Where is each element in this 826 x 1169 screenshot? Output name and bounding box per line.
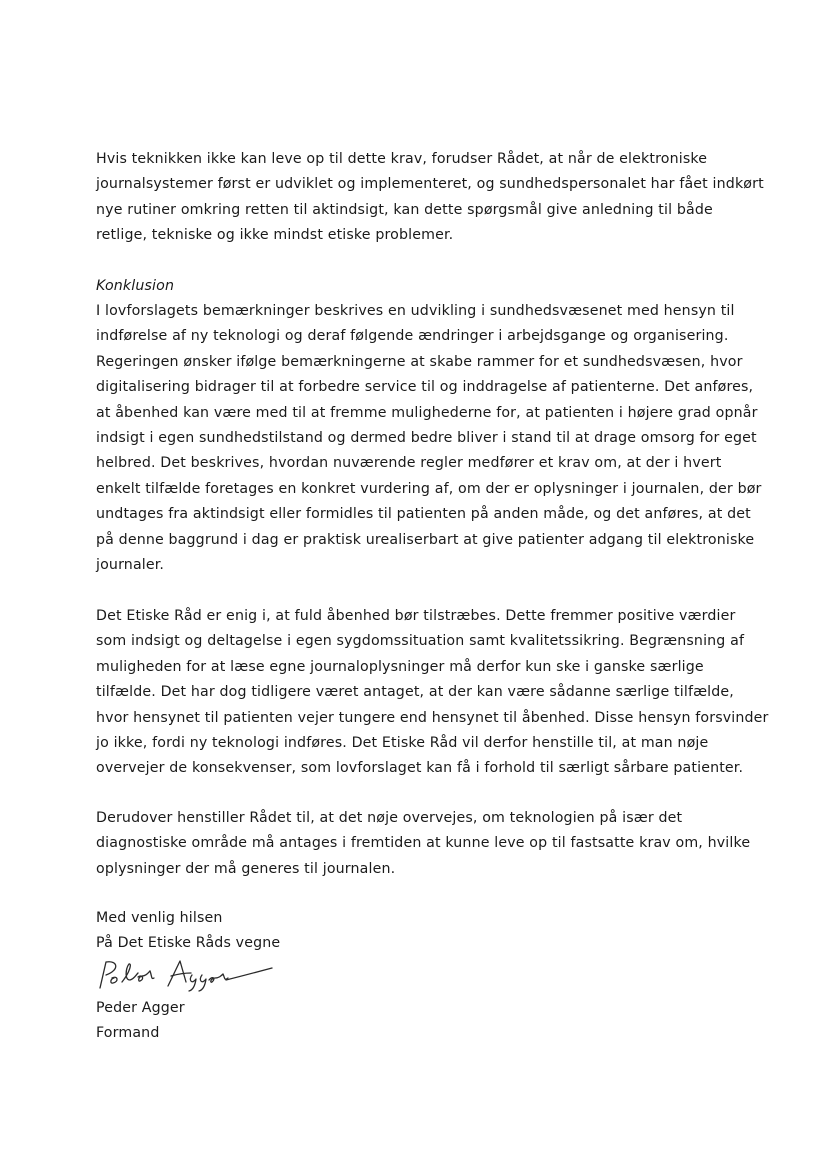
signer-name: Peder Agger (96, 1000, 185, 1016)
text-line: jo ikke, fordi ny teknologi indføres. Det Etiske Råd vil derfor henstille til, at man nøje (96, 734, 709, 751)
text-line: Hvis teknikken ikke kan leve op til dette krav, forudser Rådet, at når de elektroniske (96, 151, 708, 167)
paragraph-technology-concern (96, 147, 764, 249)
text-line: I lovforslagets bemærkninger beskrives en udvikling i sundhedsvæsenet med hensyn til (96, 303, 735, 319)
heading-text: Konklusion (96, 278, 175, 294)
text-line: enkelt tilfælde foretages en konkret vurdering af, om der er oplysninger i journalen, der bør (96, 480, 762, 497)
text-line: nye rutiner omkring retten til aktindsigt, kan dette spørgsmål give anledning til både (96, 201, 713, 218)
text-line: tilfælde. Det har dog tidligere været antaget, at der kan være sådanne særlige tilfælde, (96, 684, 734, 701)
text-line: diagnostiske område må antages i fremtiden at kunne leve op til fastsatte krav om, hvilke (96, 835, 751, 852)
text-line: digitalisering bidrager til at forbedre service til og inddragelse af patienterne. Det anføres, (96, 379, 754, 396)
text-line: indførelse af ny teknologi og deraf følgende ændringer i arbejdsgange og organisering. (96, 328, 729, 345)
text-line: at åbenhed kan være med til at fremme mulighederne for, at patienten i højere grad opnår (96, 404, 758, 421)
text-line: overvejer de konsekvenser, som lovforslaget kan få i forhold til særligt sårbare patienter. (96, 760, 744, 777)
text-line: indsigt i egen sundhedstilstand og dermed bedre bliver i stand til at drage omsorg for eget (96, 429, 757, 446)
paragraph-council-position (96, 604, 769, 782)
text-line: muligheden for at læse egne journaloplysninger må derfor kun ske i ganske særlige (96, 658, 704, 675)
closing-line: På Det Etiske Råds vegne (96, 935, 281, 952)
signer-block (96, 996, 756, 1047)
text-line: retlige, tekniske og ikke mindst etiske problemer. (96, 227, 454, 244)
closing-salutation (96, 906, 756, 957)
closing-line: Med venlig hilsen (96, 910, 223, 926)
text-line: journalsystemer først er udviklet og implementeret, og sundhedspersonalet har fået indkørt (96, 176, 764, 193)
text-line: på denne baggrund i dag er praktisk urealiserbart at give patienter adgang til elektroniske (96, 531, 755, 548)
text-line: Regeringen ønsker ifølge bemærkningerne at skabe rammer for et sundhedsvæsen, hvor (96, 353, 743, 370)
text-line: oplysninger der må generes til journalen. (96, 860, 396, 877)
text-line: hvor hensynet til patienten vejer tungere end hensynet til åbenhed. Disse hensyn forsvinder (96, 709, 769, 726)
paragraph-conclusion (96, 299, 762, 578)
text-line: Derudover henstiller Rådet til, at det nøje overvejes, om teknologien på især det (96, 810, 683, 826)
text-line: undtages fra aktindsigt eller formidles til patienten på anden måde, og det anføres, at det (96, 506, 751, 523)
text-line: som indsigt og deltagelse i egen sygdomssituation samt kvalitetssikring. Begrænsning af (96, 633, 745, 650)
paragraph-recommendation (96, 806, 756, 882)
handwritten-signature (92, 958, 277, 992)
text-line: journaler. (96, 556, 165, 573)
signature-drawing (92, 958, 277, 992)
signer-title: Formand (96, 1025, 160, 1042)
text-line: Det Etiske Råd er enig i, at fuld åbenhed bør tilstræbes. Dette fremmer positive værdier (96, 608, 736, 624)
section-heading (96, 274, 756, 299)
text-line: helbred. Det beskrives, hvordan nuværende regler medfører et krav om, at der i hvert (96, 455, 722, 472)
